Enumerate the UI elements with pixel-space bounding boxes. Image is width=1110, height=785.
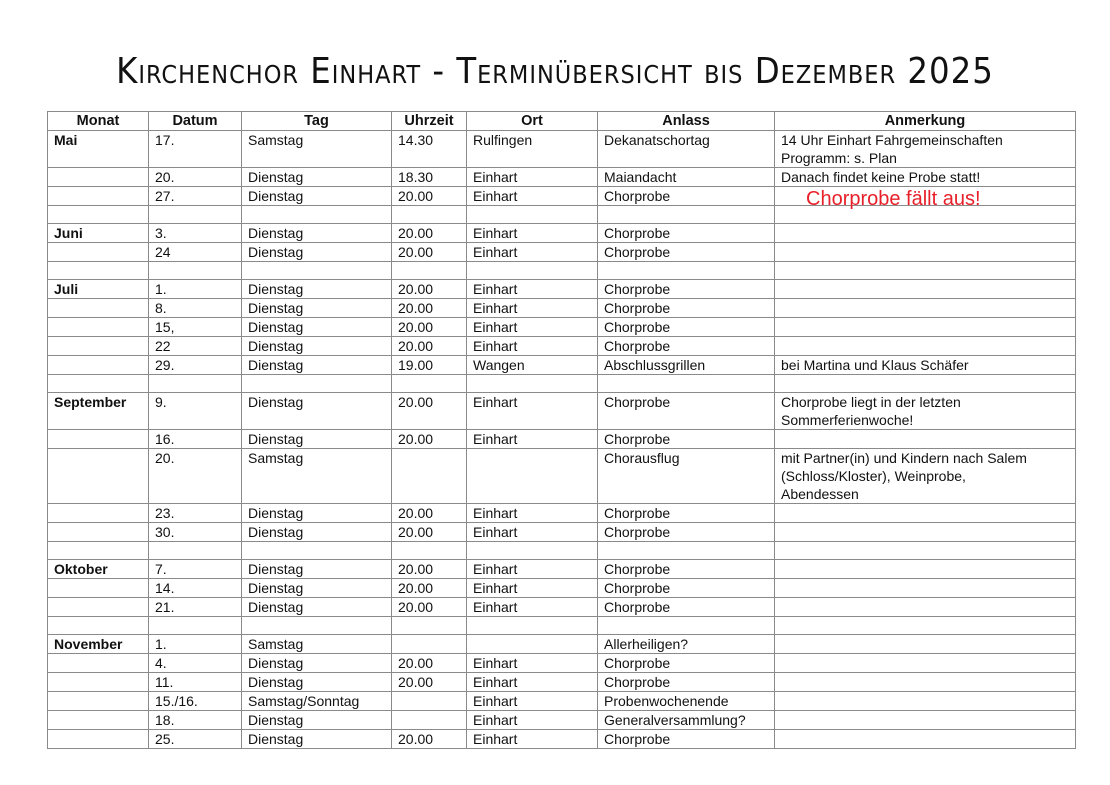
table-row — [48, 318, 1076, 337]
table-row — [48, 730, 1076, 749]
cell-anmerkung — [775, 430, 1076, 449]
cell-ort — [467, 635, 598, 654]
cell-uhrzeit: 20.00 — [392, 598, 467, 617]
table-row — [48, 131, 1076, 168]
cell-uhrzeit — [392, 711, 467, 730]
column-header-tag: Tag — [242, 112, 392, 131]
cell-ort: Einhart — [467, 299, 598, 318]
cell-uhrzeit: 19.00 — [392, 356, 467, 375]
cell-tag: Samstag — [242, 635, 392, 654]
cell-anmerkung: mit Partner(in) und Kindern nach Salem (Schloss/Kloster), Weinprobe, Abendessen — [775, 449, 1076, 504]
cell-anlass: Maiandacht — [598, 168, 775, 187]
table-row — [48, 692, 1076, 711]
cell-uhrzeit: 18.30 — [392, 168, 467, 187]
cell-tag: Samstag/Sonntag — [242, 692, 392, 711]
cell-monat — [48, 206, 149, 224]
cell-ort — [467, 206, 598, 224]
cell-datum: 7. — [149, 560, 242, 579]
cell-tag: Dienstag — [242, 168, 392, 187]
cell-tag: Dienstag — [242, 243, 392, 262]
cell-uhrzeit — [392, 617, 467, 635]
cell-anlass: Dekanatschortag — [598, 131, 775, 168]
cell-ort — [467, 617, 598, 635]
cell-tag: Dienstag — [242, 356, 392, 375]
cell-tag: Dienstag — [242, 523, 392, 542]
table-row — [48, 673, 1076, 692]
cell-anlass: Abschlussgrillen — [598, 356, 775, 375]
cell-uhrzeit: 20.00 — [392, 430, 467, 449]
cell-datum — [149, 542, 242, 560]
cell-monat — [48, 692, 149, 711]
cell-datum — [149, 375, 242, 393]
cell-datum — [149, 617, 242, 635]
cell-anlass — [598, 206, 775, 224]
cell-anmerkung — [775, 280, 1076, 299]
cell-uhrzeit: 20.00 — [392, 243, 467, 262]
table-row — [48, 635, 1076, 654]
cell-anmerkung — [775, 243, 1076, 262]
cell-datum: 23. — [149, 504, 242, 523]
cell-monat — [48, 299, 149, 318]
cell-ort — [467, 449, 598, 504]
cell-uhrzeit: 20.00 — [392, 560, 467, 579]
cell-monat — [48, 504, 149, 523]
table-row — [48, 430, 1076, 449]
cell-uhrzeit — [392, 449, 467, 504]
cell-anlass: Chorprobe — [598, 318, 775, 337]
cell-monat: Juni — [48, 224, 149, 243]
page-title: Kirchenchor Einhart - Terminübersicht bis Dezember 2025 — [116, 51, 994, 92]
cell-anlass: Chorprobe — [598, 393, 775, 430]
cell-anmerkung — [775, 692, 1076, 711]
cell-monat — [48, 711, 149, 730]
cell-uhrzeit: 20.00 — [392, 187, 467, 206]
cell-tag: Samstag — [242, 449, 392, 504]
cell-anmerkung — [775, 673, 1076, 692]
cell-tag: Dienstag — [242, 673, 392, 692]
cell-datum: 29. — [149, 356, 242, 375]
cell-tag: Dienstag — [242, 224, 392, 243]
cell-monat: September — [48, 393, 149, 430]
cell-ort — [467, 375, 598, 393]
cell-uhrzeit: 20.00 — [392, 730, 467, 749]
cell-uhrzeit: 20.00 — [392, 224, 467, 243]
cell-anlass: Chorprobe — [598, 523, 775, 542]
table-row — [48, 243, 1076, 262]
cell-tag: Dienstag — [242, 337, 392, 356]
cell-uhrzeit: 20.00 — [392, 579, 467, 598]
cell-anmerkung — [775, 337, 1076, 356]
cell-uhrzeit: 20.00 — [392, 337, 467, 356]
cell-ort: Einhart — [467, 711, 598, 730]
cell-monat — [48, 262, 149, 280]
table-row — [48, 280, 1076, 299]
cell-anlass — [598, 617, 775, 635]
cell-anmerkung — [775, 560, 1076, 579]
cell-uhrzeit: 20.00 — [392, 523, 467, 542]
cell-datum: 24 — [149, 243, 242, 262]
cell-monat — [48, 523, 149, 542]
cell-tag: Dienstag — [242, 598, 392, 617]
cell-ort — [467, 542, 598, 560]
cell-anmerkung — [775, 262, 1076, 280]
table-row — [48, 224, 1076, 243]
cell-anlass: Chorprobe — [598, 187, 775, 206]
cell-anmerkung — [775, 579, 1076, 598]
table-row — [48, 449, 1076, 504]
table-row — [48, 262, 1076, 280]
cell-anmerkung — [775, 598, 1076, 617]
cell-monat — [48, 356, 149, 375]
table-row — [48, 654, 1076, 673]
cell-tag — [242, 206, 392, 224]
cell-datum: 15, — [149, 318, 242, 337]
cell-monat — [48, 430, 149, 449]
cell-anmerkung — [775, 635, 1076, 654]
cell-anlass — [598, 262, 775, 280]
cell-uhrzeit: 20.00 — [392, 280, 467, 299]
cell-datum: 3. — [149, 224, 242, 243]
cell-ort: Einhart — [467, 337, 598, 356]
cell-monat: Oktober — [48, 560, 149, 579]
column-header-ort: Ort — [467, 112, 598, 131]
cell-tag: Dienstag — [242, 280, 392, 299]
column-header-uhrzeit: Uhrzeit — [392, 112, 467, 131]
table-row — [48, 579, 1076, 598]
cell-ort: Rulfingen — [467, 131, 598, 168]
cell-ort: Einhart — [467, 280, 598, 299]
table-row — [48, 542, 1076, 560]
cell-datum: 4. — [149, 654, 242, 673]
cell-anmerkung: bei Martina und Klaus Schäfer — [775, 356, 1076, 375]
cell-anmerkung — [775, 299, 1076, 318]
table-body — [48, 131, 1076, 749]
cell-ort: Einhart — [467, 187, 598, 206]
table-row — [48, 523, 1076, 542]
cell-monat — [48, 318, 149, 337]
cell-datum: 9. — [149, 393, 242, 430]
cell-ort: Einhart — [467, 579, 598, 598]
cell-datum: 30. — [149, 523, 242, 542]
cell-monat: November — [48, 635, 149, 654]
cell-anlass: Chorprobe — [598, 560, 775, 579]
cell-anlass: Chorprobe — [598, 579, 775, 598]
cell-monat — [48, 654, 149, 673]
cell-anmerkung — [775, 375, 1076, 393]
cell-ort — [467, 262, 598, 280]
cell-uhrzeit — [392, 262, 467, 280]
cell-monat — [48, 337, 149, 356]
cell-datum: 25. — [149, 730, 242, 749]
cell-tag: Dienstag — [242, 654, 392, 673]
cell-datum: 14. — [149, 579, 242, 598]
cell-anmerkung — [775, 617, 1076, 635]
cell-anlass: Generalversammlung? — [598, 711, 775, 730]
cell-datum: 18. — [149, 711, 242, 730]
cell-ort: Einhart — [467, 168, 598, 187]
cell-ort: Einhart — [467, 318, 598, 337]
cell-anmerkung: Danach findet keine Probe statt! — [775, 168, 1076, 187]
table-header-row — [48, 112, 1076, 131]
cell-anlass: Chorausflug — [598, 449, 775, 504]
cell-uhrzeit: 20.00 — [392, 504, 467, 523]
cell-uhrzeit — [392, 542, 467, 560]
cell-datum: 1. — [149, 280, 242, 299]
cell-anmerkung: 14 Uhr Einhart Fahrgemeinschaften Programm: s. Plan — [775, 131, 1076, 168]
table-row — [48, 168, 1076, 187]
cell-anlass: Chorprobe — [598, 504, 775, 523]
cell-anlass: Chorprobe — [598, 654, 775, 673]
cell-datum: 15./16. — [149, 692, 242, 711]
cell-monat: Juli — [48, 280, 149, 299]
handwritten-overlay-note: Chorprobe fällt aus! — [806, 188, 981, 210]
cell-datum: 17. — [149, 131, 242, 168]
cell-datum: 21. — [149, 598, 242, 617]
cell-anmerkung — [775, 711, 1076, 730]
cell-uhrzeit: 20.00 — [392, 673, 467, 692]
table-row — [48, 299, 1076, 318]
cell-uhrzeit — [392, 692, 467, 711]
cell-uhrzeit: 20.00 — [392, 654, 467, 673]
cell-anlass: Chorprobe — [598, 673, 775, 692]
column-header-datum: Datum — [149, 112, 242, 131]
cell-tag — [242, 262, 392, 280]
cell-monat — [48, 187, 149, 206]
cell-anmerkung — [775, 542, 1076, 560]
cell-monat — [48, 375, 149, 393]
cell-tag: Dienstag — [242, 393, 392, 430]
cell-anlass: Chorprobe — [598, 337, 775, 356]
cell-ort: Einhart — [467, 673, 598, 692]
cell-datum: 1. — [149, 635, 242, 654]
cell-tag: Dienstag — [242, 430, 392, 449]
cell-anlass: Chorprobe — [598, 280, 775, 299]
cell-monat — [48, 449, 149, 504]
cell-anlass: Chorprobe — [598, 299, 775, 318]
cell-anlass: Chorprobe — [598, 243, 775, 262]
cell-anlass: Probenwochenende — [598, 692, 775, 711]
cell-datum: 8. — [149, 299, 242, 318]
cell-tag: Dienstag — [242, 730, 392, 749]
table-row — [48, 504, 1076, 523]
cell-anlass: Chorprobe — [598, 430, 775, 449]
cell-uhrzeit — [392, 635, 467, 654]
cell-ort: Einhart — [467, 504, 598, 523]
cell-anlass — [598, 375, 775, 393]
cell-tag: Dienstag — [242, 187, 392, 206]
cell-tag: Dienstag — [242, 711, 392, 730]
cell-anlass: Chorprobe — [598, 730, 775, 749]
cell-monat — [48, 243, 149, 262]
table-row — [48, 393, 1076, 430]
cell-monat: Mai — [48, 131, 149, 168]
cell-datum: 20. — [149, 449, 242, 504]
table-row — [48, 617, 1076, 635]
column-header-anlass: Anlass — [598, 112, 775, 131]
cell-datum: 20. — [149, 168, 242, 187]
cell-monat — [48, 579, 149, 598]
table-row — [48, 598, 1076, 617]
cell-uhrzeit: 20.00 — [392, 393, 467, 430]
table-row — [48, 356, 1076, 375]
cell-datum: 22 — [149, 337, 242, 356]
cell-tag — [242, 542, 392, 560]
cell-uhrzeit: 20.00 — [392, 318, 467, 337]
cell-anmerkung — [775, 318, 1076, 337]
cell-anmerkung — [775, 654, 1076, 673]
cell-tag: Dienstag — [242, 560, 392, 579]
table-row — [48, 560, 1076, 579]
column-header-anmerkung: Anmerkung — [775, 112, 1076, 131]
cell-datum — [149, 206, 242, 224]
cell-anlass: Chorprobe — [598, 224, 775, 243]
cell-anlass — [598, 542, 775, 560]
table-row — [48, 337, 1076, 356]
cell-tag — [242, 375, 392, 393]
cell-anlass: Allerheiligen? — [598, 635, 775, 654]
cell-ort: Einhart — [467, 523, 598, 542]
cell-monat — [48, 542, 149, 560]
cell-uhrzeit: 20.00 — [392, 299, 467, 318]
cell-monat — [48, 730, 149, 749]
cell-ort: Einhart — [467, 224, 598, 243]
cell-monat — [48, 617, 149, 635]
cell-monat — [48, 598, 149, 617]
cell-ort: Einhart — [467, 654, 598, 673]
cell-anmerkung — [775, 224, 1076, 243]
cell-ort: Einhart — [467, 560, 598, 579]
cell-ort: Einhart — [467, 692, 598, 711]
cell-datum: 27. — [149, 187, 242, 206]
cell-anmerkung — [775, 523, 1076, 542]
cell-datum: 11. — [149, 673, 242, 692]
cell-datum: 16. — [149, 430, 242, 449]
cell-tag: Dienstag — [242, 299, 392, 318]
cell-anmerkung — [775, 730, 1076, 749]
cell-ort: Einhart — [467, 730, 598, 749]
column-header-monat: Monat — [48, 112, 149, 131]
cell-tag: Samstag — [242, 131, 392, 168]
cell-uhrzeit — [392, 206, 467, 224]
cell-ort: Einhart — [467, 598, 598, 617]
cell-tag: Dienstag — [242, 318, 392, 337]
cell-monat — [48, 168, 149, 187]
cell-tag: Dienstag — [242, 579, 392, 598]
cell-uhrzeit: 14.30 — [392, 131, 467, 168]
cell-ort: Einhart — [467, 430, 598, 449]
cell-ort: Einhart — [467, 243, 598, 262]
cell-tag — [242, 617, 392, 635]
table-row — [48, 711, 1076, 730]
cell-datum — [149, 262, 242, 280]
cell-tag: Dienstag — [242, 504, 392, 523]
cell-ort: Wangen — [467, 356, 598, 375]
cell-ort: Einhart — [467, 393, 598, 430]
cell-uhrzeit — [392, 375, 467, 393]
cell-anmerkung — [775, 504, 1076, 523]
cell-anlass: Chorprobe — [598, 598, 775, 617]
cell-anmerkung: Chorprobe liegt in der letzten Sommerferienwoche! — [775, 393, 1076, 430]
cell-monat — [48, 673, 149, 692]
table-row — [48, 375, 1076, 393]
